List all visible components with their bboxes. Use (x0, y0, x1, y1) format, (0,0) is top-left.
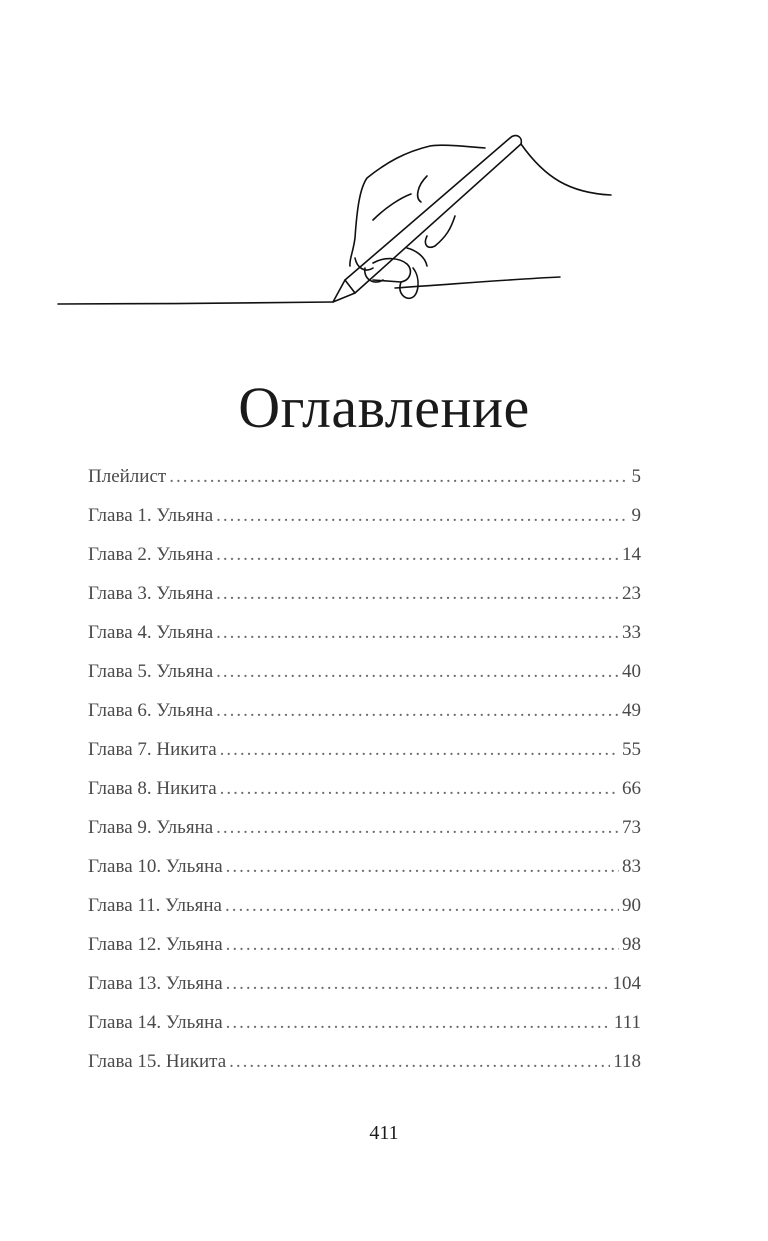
toc-dot-leader (225, 895, 619, 917)
toc-entry-title: Глава 9. Ульяна (88, 817, 214, 838)
toc-entry[interactable] (88, 778, 641, 817)
toc-entry-page: 40 (622, 661, 641, 682)
toc-dot-leader (216, 583, 619, 605)
toc-dot-leader (216, 700, 619, 722)
toc-entry-page: 5 (631, 466, 641, 487)
toc-dot-leader (216, 622, 619, 644)
toc-entry-title: Глава 10. Ульяна (88, 856, 223, 877)
toc-entry-page: 83 (622, 856, 641, 877)
toc-dot-leader (216, 661, 619, 683)
toc-entry[interactable] (88, 817, 641, 856)
toc-dot-leader (226, 1012, 611, 1034)
toc-entry-page: 66 (622, 778, 641, 799)
toc-entry[interactable] (88, 544, 641, 583)
toc-entry-title: Глава 13. Ульяна (88, 973, 223, 994)
toc-entry[interactable] (88, 856, 641, 895)
toc-entry-title: Глава 11. Ульяна (88, 895, 222, 916)
toc-entry-title: Глава 15. Никита (88, 1051, 227, 1072)
toc-entry[interactable] (88, 934, 641, 973)
toc-entry[interactable] (88, 661, 641, 700)
toc-entry-title: Плейлист (88, 466, 167, 487)
toc-entry[interactable] (88, 700, 641, 739)
toc-entry[interactable] (88, 739, 641, 778)
toc-entry-title: Глава 6. Ульяна (88, 700, 214, 721)
toc-entry-page: 73 (622, 817, 641, 838)
toc-entry-page: 14 (622, 544, 641, 565)
toc-entry-page: 118 (613, 1051, 641, 1072)
toc-entry[interactable] (88, 583, 641, 622)
hand-writing-illustration (55, 128, 620, 310)
toc-entry-page: 23 (622, 583, 641, 604)
toc-entry-title: Глава 7. Никита (88, 739, 217, 760)
toc-entry-page: 90 (622, 895, 641, 916)
toc-dot-leader (216, 544, 619, 566)
toc-entry-title: Глава 12. Ульяна (88, 934, 223, 955)
hand-writing-with-pen-line-art-icon (55, 128, 620, 310)
toc-entry[interactable] (88, 895, 641, 934)
toc-dot-leader (226, 934, 619, 956)
page-title: Оглавление (238, 374, 530, 440)
toc-dot-leader (220, 778, 619, 800)
table-of-contents (88, 466, 641, 1090)
toc-entry-page: 111 (613, 1012, 641, 1033)
toc-entry-page: 55 (622, 739, 641, 760)
toc-entry[interactable] (88, 622, 641, 661)
toc-entry-title: Глава 1. Ульяна (88, 505, 214, 526)
toc-entry-page: 33 (622, 622, 641, 643)
toc-dot-leader (229, 1051, 610, 1073)
toc-entry[interactable] (88, 1051, 641, 1090)
toc-entry-page: 49 (622, 700, 641, 721)
toc-dot-leader (216, 817, 619, 839)
toc-entry[interactable] (88, 1012, 641, 1051)
toc-entry[interactable] (88, 466, 641, 505)
toc-entry-page: 98 (622, 934, 641, 955)
toc-entry-title: Глава 8. Никита (88, 778, 217, 799)
toc-entry-title: Глава 5. Ульяна (88, 661, 214, 682)
toc-entry[interactable] (88, 505, 641, 544)
page-number: 411 (369, 1122, 399, 1144)
toc-entry-title: Глава 2. Ульяна (88, 544, 214, 565)
toc-dot-leader (226, 856, 619, 878)
toc-entry-page: 104 (612, 973, 641, 994)
toc-dot-leader (226, 973, 610, 995)
toc-entry-title: Глава 4. Ульяна (88, 622, 214, 643)
toc-dot-leader (169, 466, 628, 488)
toc-entry-title: Глава 3. Ульяна (88, 583, 214, 604)
toc-dot-leader (220, 739, 619, 761)
toc-entry[interactable] (88, 973, 641, 1012)
toc-entry-title: Глава 14. Ульяна (88, 1012, 223, 1033)
toc-entry-page: 9 (631, 505, 641, 526)
toc-dot-leader (216, 505, 628, 527)
